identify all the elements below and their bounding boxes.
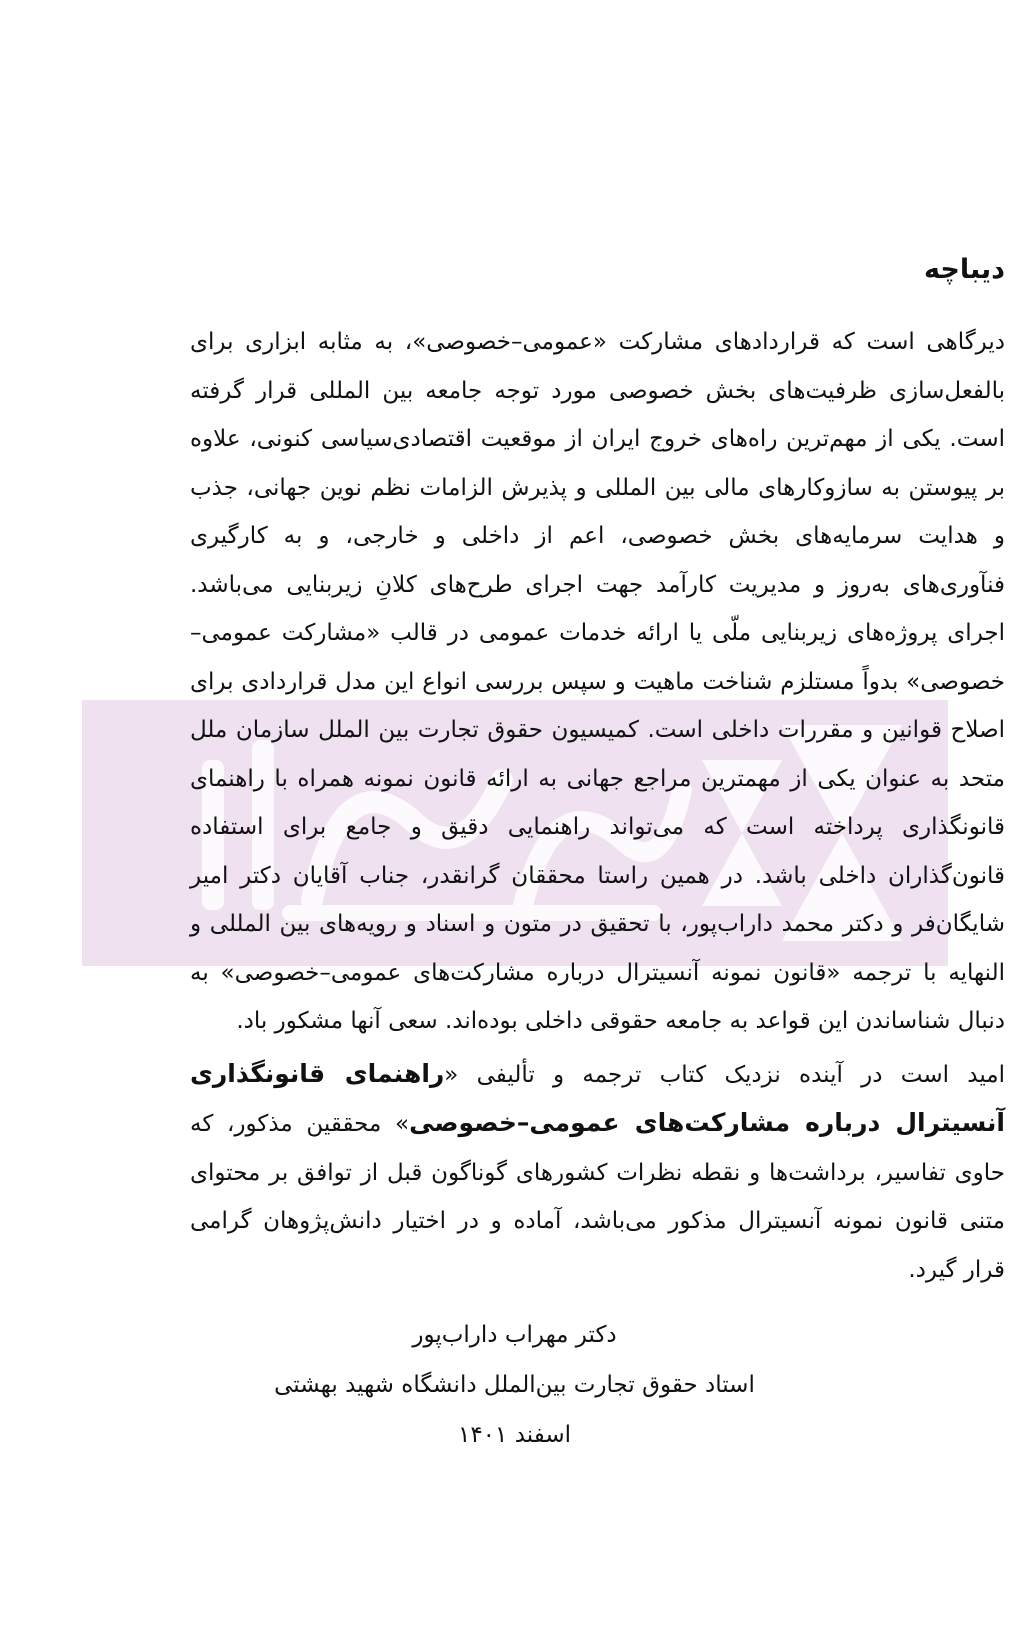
author-name: دکتر مهراب داراب‌پور	[412, 1322, 617, 1348]
signature-block	[0, 1310, 1029, 1460]
author-position: استاد حقوق تجارت بین‌الملل دانشگاه شهید بهشتی	[274, 1372, 755, 1398]
paragraph-2-text-end: » محققین مذکور، که حاوی تفاسیر، برداشت‌ها و نقطه نظرات کشورهای گوناگون قبل از توافق بر محتوای متنی قانون نمونه آنسیترال مذکور می‌باشد، آماده و در اختیار دانش‌پژوهان گرامی قرار گیرد.	[190, 1111, 1005, 1283]
preface-paragraph-2	[190, 1050, 1005, 1295]
signature-date: اسفند ۱۴۰۱	[457, 1422, 572, 1448]
page-title: دیباچه	[924, 254, 1005, 285]
book-title-bold: راهنمای قانونگذاری آنسیترال درباره مشارکت‌های عمومی–خصوصی	[190, 1058, 1005, 1137]
preface-page	[190, 250, 1005, 1294]
paragraph-2-text-start: امید است در آینده نزدیک کتاب ترجمه و تألیفی «	[444, 1061, 1005, 1088]
preface-paragraph-1: دیرگاهی است که قراردادهای مشارکت «عمومی–خصوصی»، به مثابه ابزاری برای بالفعل‌سازی ظرفیت‌های بخش خصوصی مورد توجه جامعه بین المللی قرار گرفته است. یکی از مهم‌ترین راه‌های خروج ایران از موقعیت اقتصادی‌سیاسی کنونی، علاوه بر پیوستن به سازوکارهای مالی بین المللی و پذیرش الزامات نظم نوین جهانی، جذب و هدایت سرمایه‌های بخش خصوصی، اعم از داخلی و خارجی، و به کارگیری فنآوری‌های به‌روز و مدیریت کارآمد جهت اجرای طرح‌های کلانِ زیربنایی می‌باشد. اجرای پروژه‌های زیربنایی ملّی یا ارائه خدمات عمومی در قالب «مشارکت عمومی–خصوصی» بدواً مستلزم شناخت ماهیت و سپس بررسی انواع این مدل قراردادی برای اصلاح قوانین و مقررات داخلی است. کمیسیون حقوق تجارت بین الملل سازمان ملل متحد به عنوان یکی از مهمترین مراجع جهانی به ارائه قانون نمونه همراه با راهنمای قانونگذاری پرداخته است که می‌تواند راهنمایی دقیق و جامع برای استفاده قانون‌گذاران داخلی باشد. در همین راستا محققان گرانقدر، جناب آقایان دکتر امیر شایگان‌فر و دکتر محمد داراب‌پور، با تحقیق در متون و اسناد و رویه‌های بین المللی و النهایه با ترجمه «قانون نمونه آنسیترال درباره مشارکت‌های عمومی–خصوصی» به دنبال شناساندن این قواعد به جامعه حقوقی داخلی بوده‌اند. سعی آنها مشکور باد.	[190, 329, 1005, 1034]
